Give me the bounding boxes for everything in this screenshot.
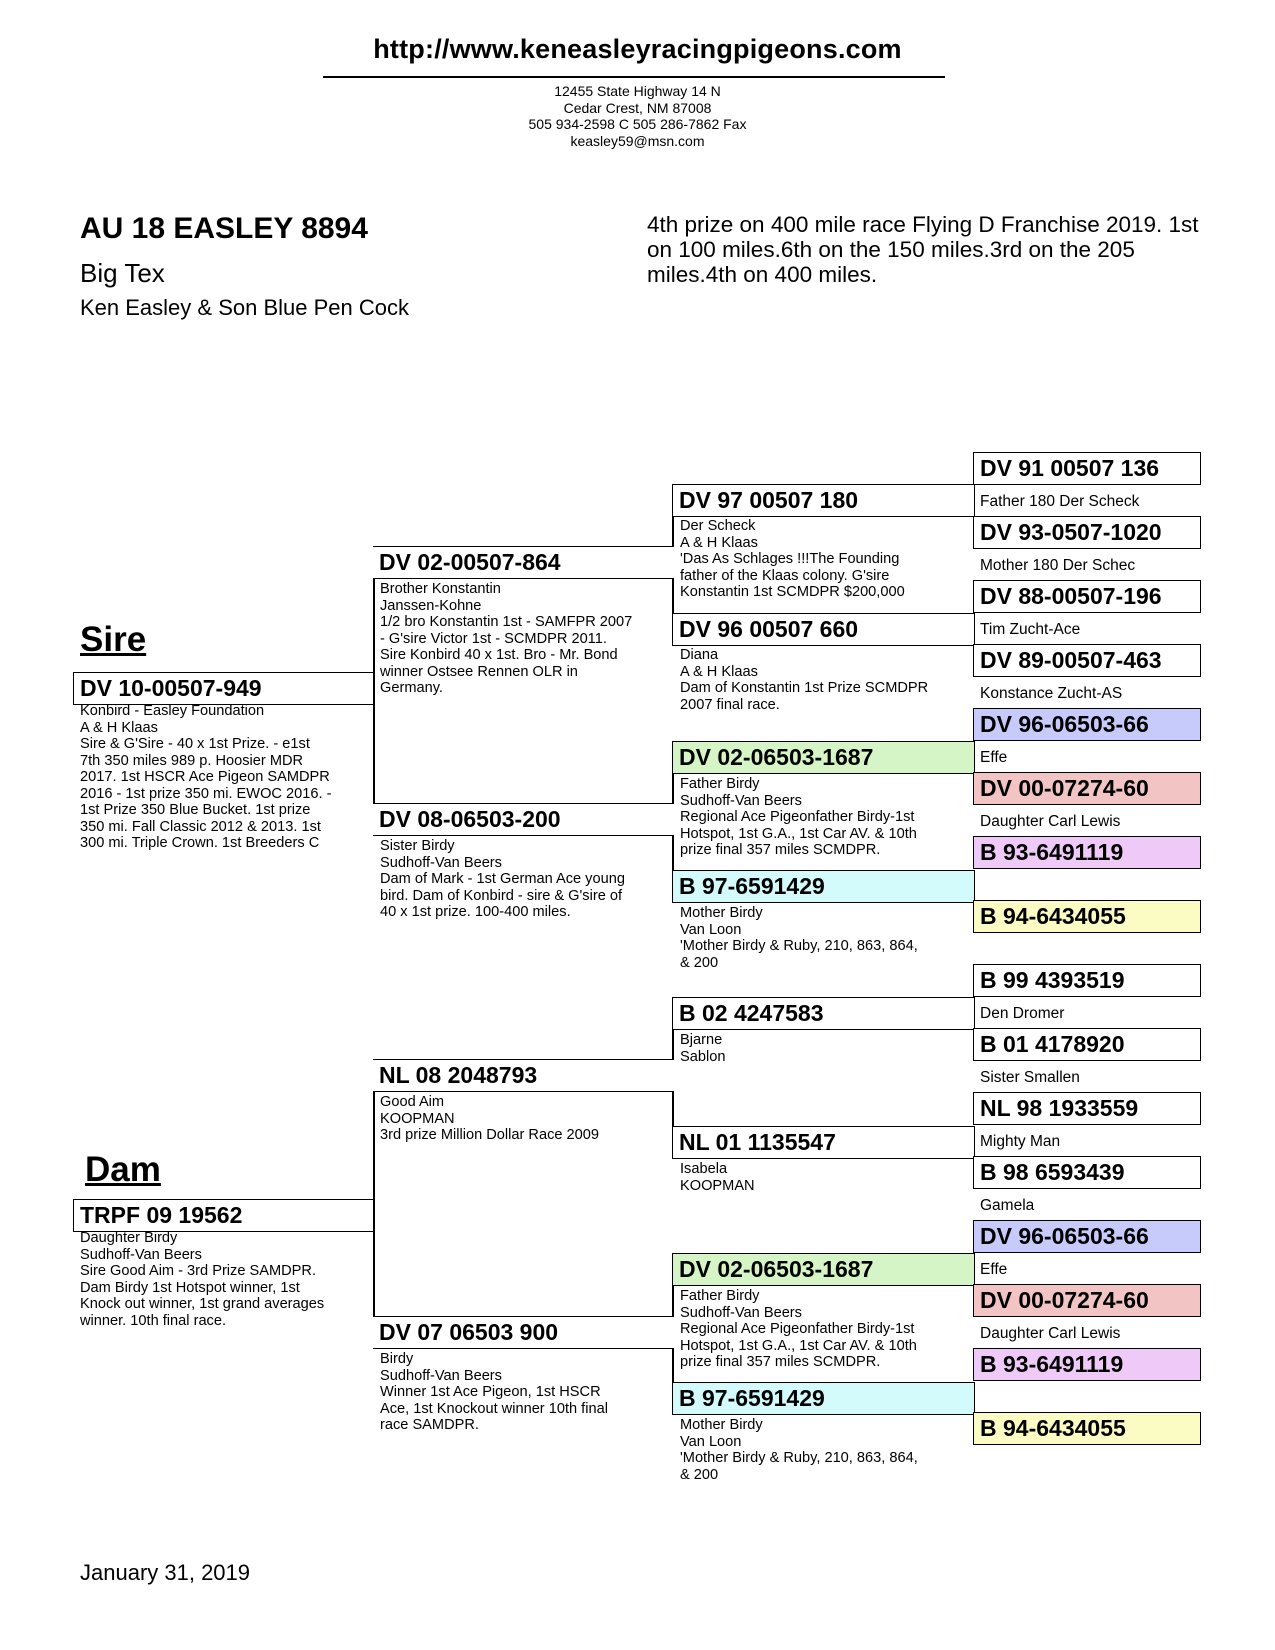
sire-label: Sire bbox=[80, 620, 147, 659]
gen3-notes bbox=[680, 1161, 980, 1194]
note-line: Regional Ace Pigeonfather Birdy-1st bbox=[680, 1321, 915, 1337]
gen4-band-box[interactable]: B 01 4178920 bbox=[973, 1028, 1201, 1061]
connector bbox=[373, 1061, 375, 1318]
gen3-notes bbox=[680, 1032, 980, 1065]
note-line: Regional Ace Pigeonfather Birdy-1st bbox=[680, 809, 915, 825]
note-line: winner. 10th final race. bbox=[80, 1312, 227, 1329]
subject-band: AU 18 EASLEY 8894 bbox=[80, 212, 368, 245]
note-line: bird. Dam of Konbird - sire & G'sire of bbox=[380, 887, 623, 904]
note-line: A & H Klaas bbox=[680, 663, 758, 680]
gen4-band-box[interactable]: B 99 4393519 bbox=[973, 964, 1201, 997]
gen3-band-box[interactable]: DV 96 00507 660 bbox=[672, 613, 975, 646]
note-line: Sudhoff-Van Beers bbox=[80, 1246, 202, 1263]
gen3-band-box[interactable]: B 97-6591429 bbox=[672, 1382, 975, 1415]
gen4-note: Tim Zucht-Ace bbox=[980, 621, 1081, 638]
gen4-note: Effe bbox=[980, 1261, 1008, 1278]
dam-band-box[interactable]: TRPF 09 19562 bbox=[73, 1199, 374, 1232]
sire-band-box[interactable]: DV 10-00507-949 bbox=[73, 672, 374, 705]
note-line: Winner 1st Ace Pigeon, 1st HSCR bbox=[380, 1384, 601, 1400]
note-line: 7th 350 miles 989 p. Hoosier MDR bbox=[80, 752, 304, 769]
note-line: 2007 final race. bbox=[680, 696, 780, 713]
gen4-band-box[interactable]: DV 00-07274-60 bbox=[973, 1284, 1201, 1317]
note-line: Sire Good Aim - 3rd Prize SAMDPR. bbox=[80, 1263, 317, 1279]
note-line: Good Aim bbox=[380, 1094, 445, 1110]
note-line: Dam of Konstantin 1st Prize SCMDPR bbox=[680, 680, 929, 696]
note-line: Germany. bbox=[380, 680, 443, 696]
note-line: Sire Konbird 40 x 1st. Bro - Mr. Bond bbox=[380, 647, 618, 663]
note-line: Janssen-Kohne bbox=[380, 597, 482, 614]
note-line: father of the Klaas colony. G'sire bbox=[680, 567, 890, 584]
note-line: Sudhoff-Van Beers bbox=[680, 792, 802, 809]
gen3-band-box[interactable]: DV 02-06503-1687 bbox=[672, 741, 975, 774]
gen2-notes bbox=[380, 1351, 675, 1434]
gen3-notes bbox=[680, 647, 980, 713]
gen4-band-box[interactable]: B 94-6434055 bbox=[973, 1412, 1201, 1445]
gen4-band-box[interactable]: B 93-6491119 bbox=[973, 1348, 1201, 1381]
contact-email[interactable]: keasley59@msn.com bbox=[570, 132, 705, 149]
note-line: 300 mi. Triple Crown. 1st Breeders C bbox=[80, 835, 320, 851]
address-line: Cedar Crest, NM 87008 bbox=[563, 99, 712, 116]
note-line: Birdy bbox=[380, 1351, 414, 1367]
gen3-notes bbox=[680, 1417, 980, 1483]
gen4-note: Effe bbox=[980, 749, 1008, 766]
note-line: 350 mi. Fall Classic 2012 & 2013. 1st bbox=[80, 818, 321, 835]
note-line: KOOPMAN bbox=[380, 1110, 455, 1127]
subject-performance: 4th prize on 400 mile race Flying D Franchise 2019. 1st on 100 miles.6th on the 150 miles.3rd on the 205 miles.4th on 400 miles. bbox=[647, 212, 1199, 287]
gen2-band-box[interactable]: DV 02-00507-864 bbox=[373, 546, 674, 579]
gen2-band-box[interactable]: DV 07 06503 900 bbox=[373, 1316, 674, 1349]
gen4-note: Gamela bbox=[980, 1197, 1035, 1214]
gen4-note: Mother 180 Der Schec bbox=[980, 557, 1136, 574]
note-line: Sudhoff-Van Beers bbox=[380, 854, 502, 871]
gen2-band-box[interactable]: DV 08-06503-200 bbox=[373, 803, 674, 836]
note-line: Knock out winner, 1st grand averages bbox=[80, 1296, 325, 1312]
gen4-note: Sister Smallen bbox=[980, 1069, 1080, 1086]
address-line: 12455 State Highway 14 N bbox=[554, 83, 721, 99]
subject-name: Big Tex bbox=[80, 258, 165, 288]
note-line: Diana bbox=[680, 647, 719, 663]
dam-notes bbox=[80, 1230, 370, 1329]
gen4-band-box[interactable]: DV 96-06503-66 bbox=[973, 708, 1201, 741]
gen4-band-box[interactable]: DV 89-00507-463 bbox=[973, 644, 1201, 677]
website-url[interactable]: http://www.keneasleyracingpigeons.com bbox=[373, 34, 902, 64]
gen4-note: Konstance Zucht-AS bbox=[980, 685, 1123, 702]
note-line: Van Loon bbox=[680, 1433, 742, 1450]
dam-label: Dam bbox=[85, 1150, 161, 1189]
print-date: January 31, 2019 bbox=[80, 1560, 251, 1585]
note-line: 2016 - 1st prize 350 mi. EWOC 2016. - bbox=[80, 785, 332, 802]
gen2-notes bbox=[380, 838, 675, 921]
note-line: Konstantin 1st SCMDPR $200,000 bbox=[680, 584, 905, 600]
gen3-band-box[interactable]: DV 97 00507 180 bbox=[672, 484, 975, 517]
note-line: race SAMDPR. bbox=[380, 1417, 479, 1433]
gen4-note: Father 180 Der Scheck bbox=[980, 493, 1140, 510]
note-line: Ace, 1st Knockout winner 10th final bbox=[380, 1400, 608, 1417]
address-line: 505 934-2598 C 505 286-7862 Fax bbox=[528, 116, 747, 132]
note-line: Daughter Birdy bbox=[80, 1230, 178, 1246]
note-line: 'Mother Birdy & Ruby, 210, 863, 864, bbox=[680, 938, 918, 954]
note-line: Mother Birdy bbox=[680, 1417, 763, 1433]
note-line: Isabela bbox=[680, 1161, 728, 1177]
note-line: & 200 bbox=[680, 954, 719, 971]
gen4-band-box[interactable]: DV 88-00507-196 bbox=[973, 580, 1201, 613]
gen4-band-box[interactable]: B 94-6434055 bbox=[973, 900, 1201, 933]
note-line: A & H Klaas bbox=[680, 534, 758, 551]
gen3-notes bbox=[680, 905, 980, 971]
gen4-note: Daughter Carl Lewis bbox=[980, 1325, 1121, 1342]
note-line: - G'sire Victor 1st - SCMDPR 2011. bbox=[380, 630, 607, 647]
note-line: 1/2 bro Konstantin 1st - SAMFPR 2007 bbox=[380, 614, 633, 630]
note-line: Sire & G'Sire - 40 x 1st Prize. - e1st bbox=[80, 736, 310, 752]
note-line: Dam of Mark - 1st German Ace young bbox=[380, 871, 625, 887]
note-line: 40 x 1st prize. 100-400 miles. bbox=[380, 904, 571, 920]
gen3-band-box[interactable]: B 02 4247583 bbox=[672, 997, 975, 1030]
note-line: Sudhoff-Van Beers bbox=[680, 1304, 802, 1321]
note-line: Father Birdy bbox=[680, 1288, 760, 1304]
note-line: 3rd prize Million Dollar Race 2009 bbox=[380, 1127, 600, 1143]
note-line: & 200 bbox=[680, 1466, 719, 1483]
contact-address bbox=[0, 83, 1275, 149]
sire-notes bbox=[80, 703, 370, 852]
gen4-band-box[interactable]: DV 91 00507 136 bbox=[973, 452, 1201, 485]
note-line: Hotspot, 1st G.A., 1st Car AV. & 10th bbox=[680, 825, 917, 842]
gen4-band-box[interactable]: NL 98 1933559 bbox=[973, 1092, 1201, 1125]
gen4-band-box[interactable]: B 98 6593439 bbox=[973, 1156, 1201, 1189]
gen3-band-box[interactable]: NL 01 1135547 bbox=[672, 1126, 975, 1159]
note-line: A & H Klaas bbox=[80, 719, 158, 736]
gen2-notes bbox=[380, 581, 675, 697]
note-line: prize final 357 miles SCMDPR. bbox=[680, 1354, 881, 1370]
note-line: Dam Birdy 1st Hotspot winner, 1st bbox=[80, 1279, 300, 1296]
note-line: 1st Prize 350 Blue Bucket. 1st prize bbox=[80, 802, 311, 818]
subject-breeder: Ken Easley & Son Blue Pen Cock bbox=[80, 295, 409, 320]
gen3-notes bbox=[680, 1288, 980, 1371]
note-line: Mother Birdy bbox=[680, 905, 763, 921]
gen2-band-box[interactable]: NL 08 2048793 bbox=[373, 1059, 674, 1092]
gen4-note: Mighty Man bbox=[980, 1133, 1061, 1150]
gen2-notes bbox=[380, 1094, 675, 1144]
gen4-band-box[interactable]: DV 96-06503-66 bbox=[973, 1220, 1201, 1253]
note-line: 2017. 1st HSCR Ace Pigeon SAMDPR bbox=[80, 769, 330, 785]
note-line: 'Das As Schlages !!!The Founding bbox=[680, 551, 900, 567]
gen3-notes bbox=[680, 776, 980, 859]
gen4-band-box[interactable]: DV 00-07274-60 bbox=[973, 772, 1201, 805]
note-line: KOOPMAN bbox=[680, 1177, 755, 1194]
gen3-band-box[interactable]: B 97-6591429 bbox=[672, 870, 975, 903]
note-line: Bjarne bbox=[680, 1032, 723, 1048]
note-line: Sister Birdy bbox=[380, 838, 455, 854]
gen3-band-box[interactable]: DV 02-06503-1687 bbox=[672, 1253, 975, 1286]
note-line: Brother Konstantin bbox=[380, 581, 501, 597]
note-line: Der Scheck bbox=[680, 518, 756, 534]
note-line: Father Birdy bbox=[680, 776, 760, 792]
note-line: Sudhoff-Van Beers bbox=[380, 1367, 502, 1384]
gen4-band-box[interactable]: B 93-6491119 bbox=[973, 836, 1201, 869]
note-line: winner Ostsee Rennen OLR in bbox=[380, 663, 578, 680]
note-line: Van Loon bbox=[680, 921, 742, 938]
note-line: Sablon bbox=[680, 1048, 726, 1065]
note-line: prize final 357 miles SCMDPR. bbox=[680, 842, 881, 858]
note-line: Hotspot, 1st G.A., 1st Car AV. & 10th bbox=[680, 1337, 917, 1354]
gen3-notes bbox=[680, 518, 980, 601]
note-line: 'Mother Birdy & Ruby, 210, 863, 864, bbox=[680, 1450, 918, 1466]
header-divider bbox=[323, 76, 945, 78]
gen4-note: Daughter Carl Lewis bbox=[980, 813, 1121, 830]
note-line: Konbird - Easley Foundation bbox=[80, 703, 265, 719]
gen4-band-box[interactable]: DV 93-0507-1020 bbox=[973, 516, 1201, 549]
gen4-note: Den Dromer bbox=[980, 1005, 1065, 1022]
